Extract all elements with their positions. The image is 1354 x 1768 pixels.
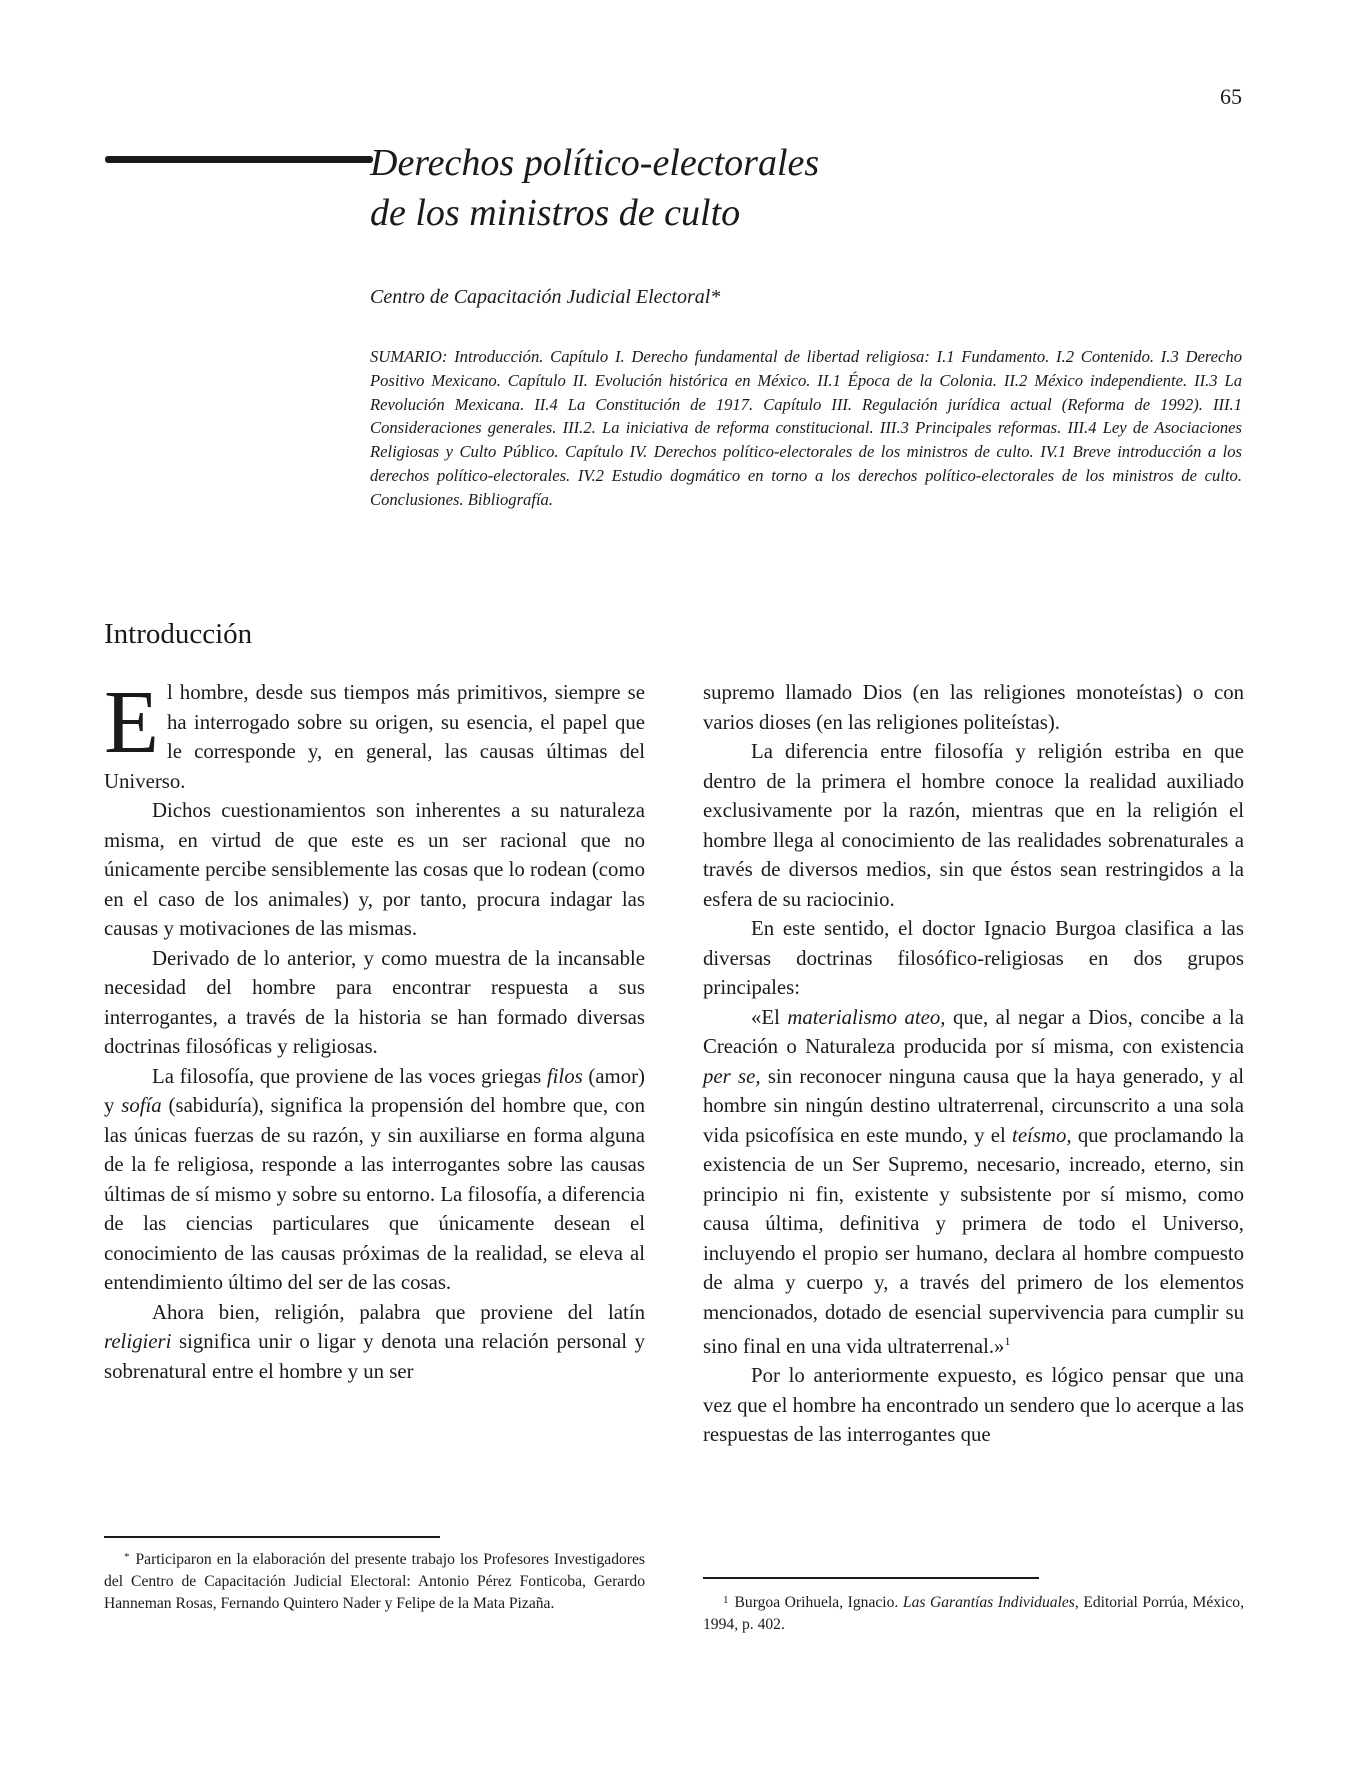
dropcap: E bbox=[104, 673, 159, 772]
left-column bbox=[104, 673, 645, 1386]
title-rule bbox=[105, 156, 373, 163]
right-column bbox=[703, 678, 1244, 1450]
article-title bbox=[370, 138, 1270, 238]
footnote-rule bbox=[703, 1577, 1039, 1579]
footnote-mark: 1 bbox=[723, 1594, 729, 1606]
paragraph: La filosofía, que proviene de las voces griegas filos (amor) y sofía (sabiduría), significa la propensión del hombre que, con las únicas fuerzas de su razón, y sin auxiliarse en forma alguna de la fe religiosa, responde a las interrogantes sobre las causas últimas de sí mismo y sobre su entorno. La filosofía, a diferencia de las ciencias particulares que únicamente desean el conocimiento de las causas próximas de la realidad, se eleva al entendimiento último del ser de las cosas. bbox=[104, 1064, 645, 1294]
paragraph: Ahora bien, religión, palabra que proviene del latín religieri significa unir o ligar y denota una relación personal y sobrenatural entre el hombre y un ser bbox=[104, 1300, 645, 1383]
title-line-1: Derechos político-electorales bbox=[370, 142, 820, 184]
paragraph: El hombre, desde sus tiempos más primitivos, siempre se ha interrogado sobre su origen, su esencia, el papel que le corresponde y, en general, las causas últimas del Universo. bbox=[104, 673, 645, 793]
summary-block: SUMARIO: Introducción. Capítulo I. Derecho fundamental de libertad religiosa: I.1 Fundamento. I.2 Contenido. I.3 Derecho Positivo Mexicano. Capítulo II. Evolución histórica en México. II.1 Época de la Colonia. II.2 México independiente. II.3 La Revolución Mexicana. II.4 La Constitución de 1917. Capítulo III. Regulación jurídica actual (Reforma de 1992). III.1 Consideraciones generales. III.2. La iniciativa de reforma constitucional. III.3 Principales reformas. III.4 Ley de Asociaciones Religiosas y Culto Público. Capítulo IV. Derechos político-electorales de los ministros de culto. IV.1 Breve introducción a los derechos político-electorales. IV.2 Estudio dogmático en torno a los derechos político-electorales de los ministros de culto. Conclusiones. Bibliografía. bbox=[370, 347, 1242, 509]
section-heading: Introducción bbox=[104, 618, 253, 650]
author-line: Centro de Capacitación Judicial Electoral* bbox=[370, 286, 721, 308]
title-line-2: de los ministros de culto bbox=[370, 192, 741, 234]
paragraph: Por lo anteriormente expuesto, es lógico pensar que una vez que el hombre ha encontrado un sendero que lo acerque a las respuestas de las interrogantes que bbox=[703, 1364, 1244, 1447]
paragraph: Dichos cuestionamientos son inherentes a su naturaleza misma, en virtud de que este es un ser racional que no únicamente percibe sensiblemente las cosas que lo rodean (como en el caso de los animales) y, por tanto, procura indagar las causas y motivaciones de las mismas. bbox=[104, 799, 645, 940]
paragraph: supremo llamado Dios (en las religiones monoteístas) o con varios dioses (en las religiones politeístas). bbox=[703, 681, 1244, 734]
paragraph: Derivado de lo anterior, y como muestra de la incansable necesidad del hombre para encontrar respuesta a sus interrogantes, a través de la historia se han formado diversas doctrinas filosóficas y religiosas. bbox=[104, 946, 645, 1058]
footnote: $^1$ Burgoa Orihuela, Ignacio. Las Garantías Individuales, Editorial Porrúa, México, 1994, p. 402. bbox=[703, 1594, 1244, 1633]
footnote-ref[interactable]: 1 bbox=[1004, 1334, 1011, 1348]
paragraph: La diferencia entre filosofía y religión estriba en que dentro de la primera el hombre conoce la realidad auxiliado exclusivamente por la razón, mientras que en la religión el hombre llega al conocimiento de las realidades sobrenaturales a través de diversos medios, sin que éstos sean restringidos a la esfera de su raciocinio. bbox=[703, 740, 1244, 911]
footnote-mark: * bbox=[124, 1551, 130, 1563]
page-number: 65 bbox=[1220, 84, 1242, 109]
paragraph: En este sentido, el doctor Ignacio Burgoa clasifica a las diversas doctrinas filosófico-religiosas en dos grupos principales: bbox=[703, 917, 1244, 999]
footnote-rule bbox=[104, 1536, 440, 1538]
footnote: * Participaron en la elaboración del presente trabajo los Profesores Investigadores del Centro de Capacitación Judicial Electoral: Antonio Pérez Fonticoba, Gerardo Hanneman Rosas, Fernando Quintero Nader y Felipe de la Mata Pizaña. bbox=[104, 1551, 645, 1612]
quote-paragraph: «El materialismo ateo, que, al negar a Dios, concibe a la Creación o Naturaleza producida por sí misma, con existencia per se, sin reconocer ninguna causa que la haya generado, y al hombre sin ningún destino ultraterrenal, circunscrito a una sola vida psicofísica en este mundo, y el teísmo, que proclamando la existencia de un Ser Supremo, necesario, increado, eterno, sin principio ni fin, existente y subsistente por sí mismo, como causa última, definitiva y primera de todo el Universo, incluyendo el propio ser humano, declara al hombre compuesto de alma y cuerpo y, a través del primero de los elementos mencionados, dotado de esencial supervivencia para cumplir su sino final en una vida ultraterrenal.»$^1$ bbox=[703, 1005, 1244, 1358]
